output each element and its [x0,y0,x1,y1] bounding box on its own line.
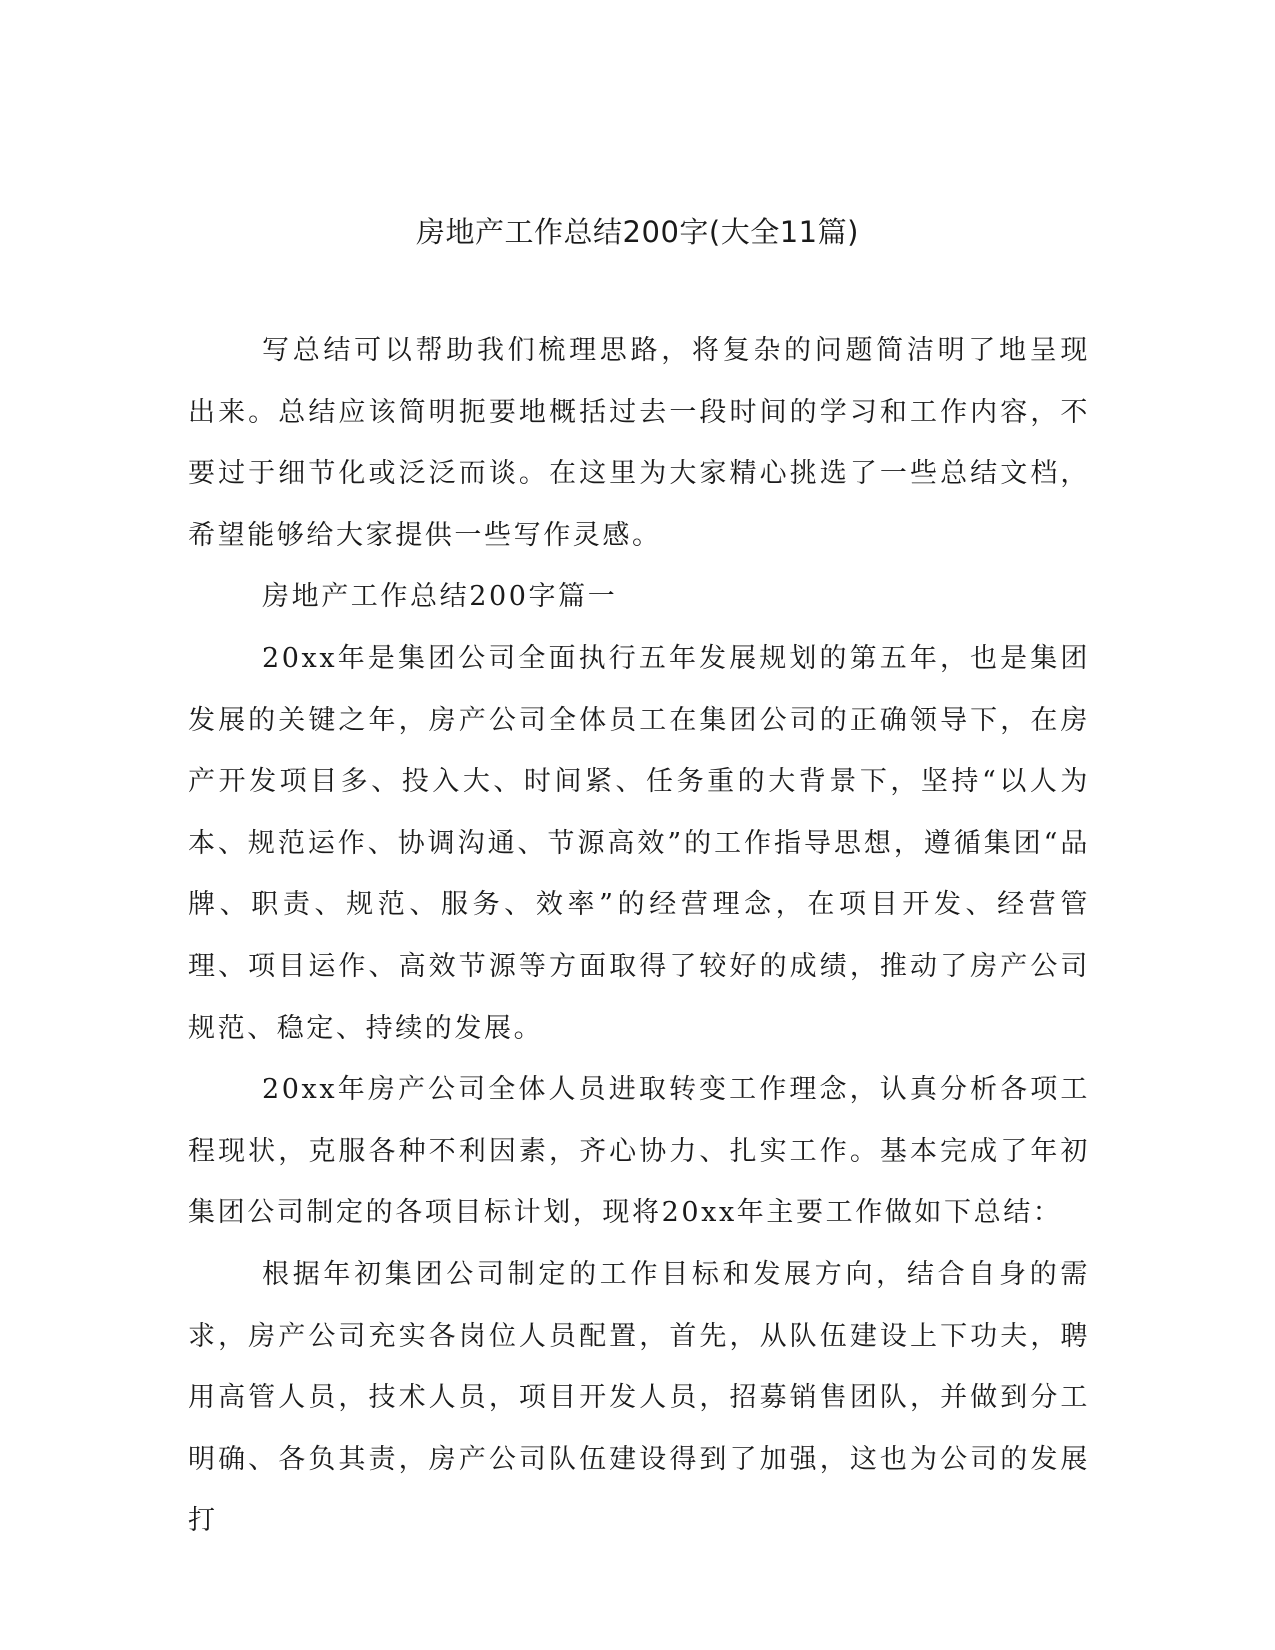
body-paragraph: 20xx年房产公司全体人员进取转变工作理念，认真分析各项工程现状，克服各种不利因素，齐心协力、扎实工作。基本完成了年初集团公司制定的各项目标计划，现将20xx年主要工作做如下总结： [188,1074,1090,1229]
body-paragraph: 根据年初集团公司制定的工作目标和发展方向，结合自身的需求，房产公司充实各岗位人员配置，首先，从队伍建设上下功夫，聘用高管人员，技术人员，项目开发人员，招募销售团队，并做到分工明确、各负其责，房产公司队伍建设得到了加强，这也为公司的发展打 [188,1258,1090,1537]
body-paragraph: 20xx年是集团公司全面执行五年发展规划的第五年，也是集团发展的关键之年，房产公司全体员工在集团公司的正确领导下，在房产开发项目多、投入大、时间紧、任务重的大背景下，坚持“以人为本、规范运作、协调沟通、节源高效”的工作指导思想，遵循集团“品牌、职责、规范、服务、效率”的经营理念，在项目开发、经营管理、项目运作、高效节源等方面取得了较好的成绩，推动了房产公司规范、稳定、持续的发展。 [188,642,1090,1044]
document-body [188,320,1090,1552]
section-heading: 房地产工作总结200字篇一 [262,581,618,613]
intro-paragraph: 写总结可以帮助我们梳理思路，将复杂的问题简洁明了地呈现出来。总结应该简明扼要地概括过去一段时间的学习和工作内容，不要过于细节化或泛泛而谈。在这里为大家精心挑选了一些总结文档，希望能够给大家提供一些写作灵感。 [188,335,1090,551]
document-title: 房地产工作总结200字(大全11篇) [416,215,859,249]
